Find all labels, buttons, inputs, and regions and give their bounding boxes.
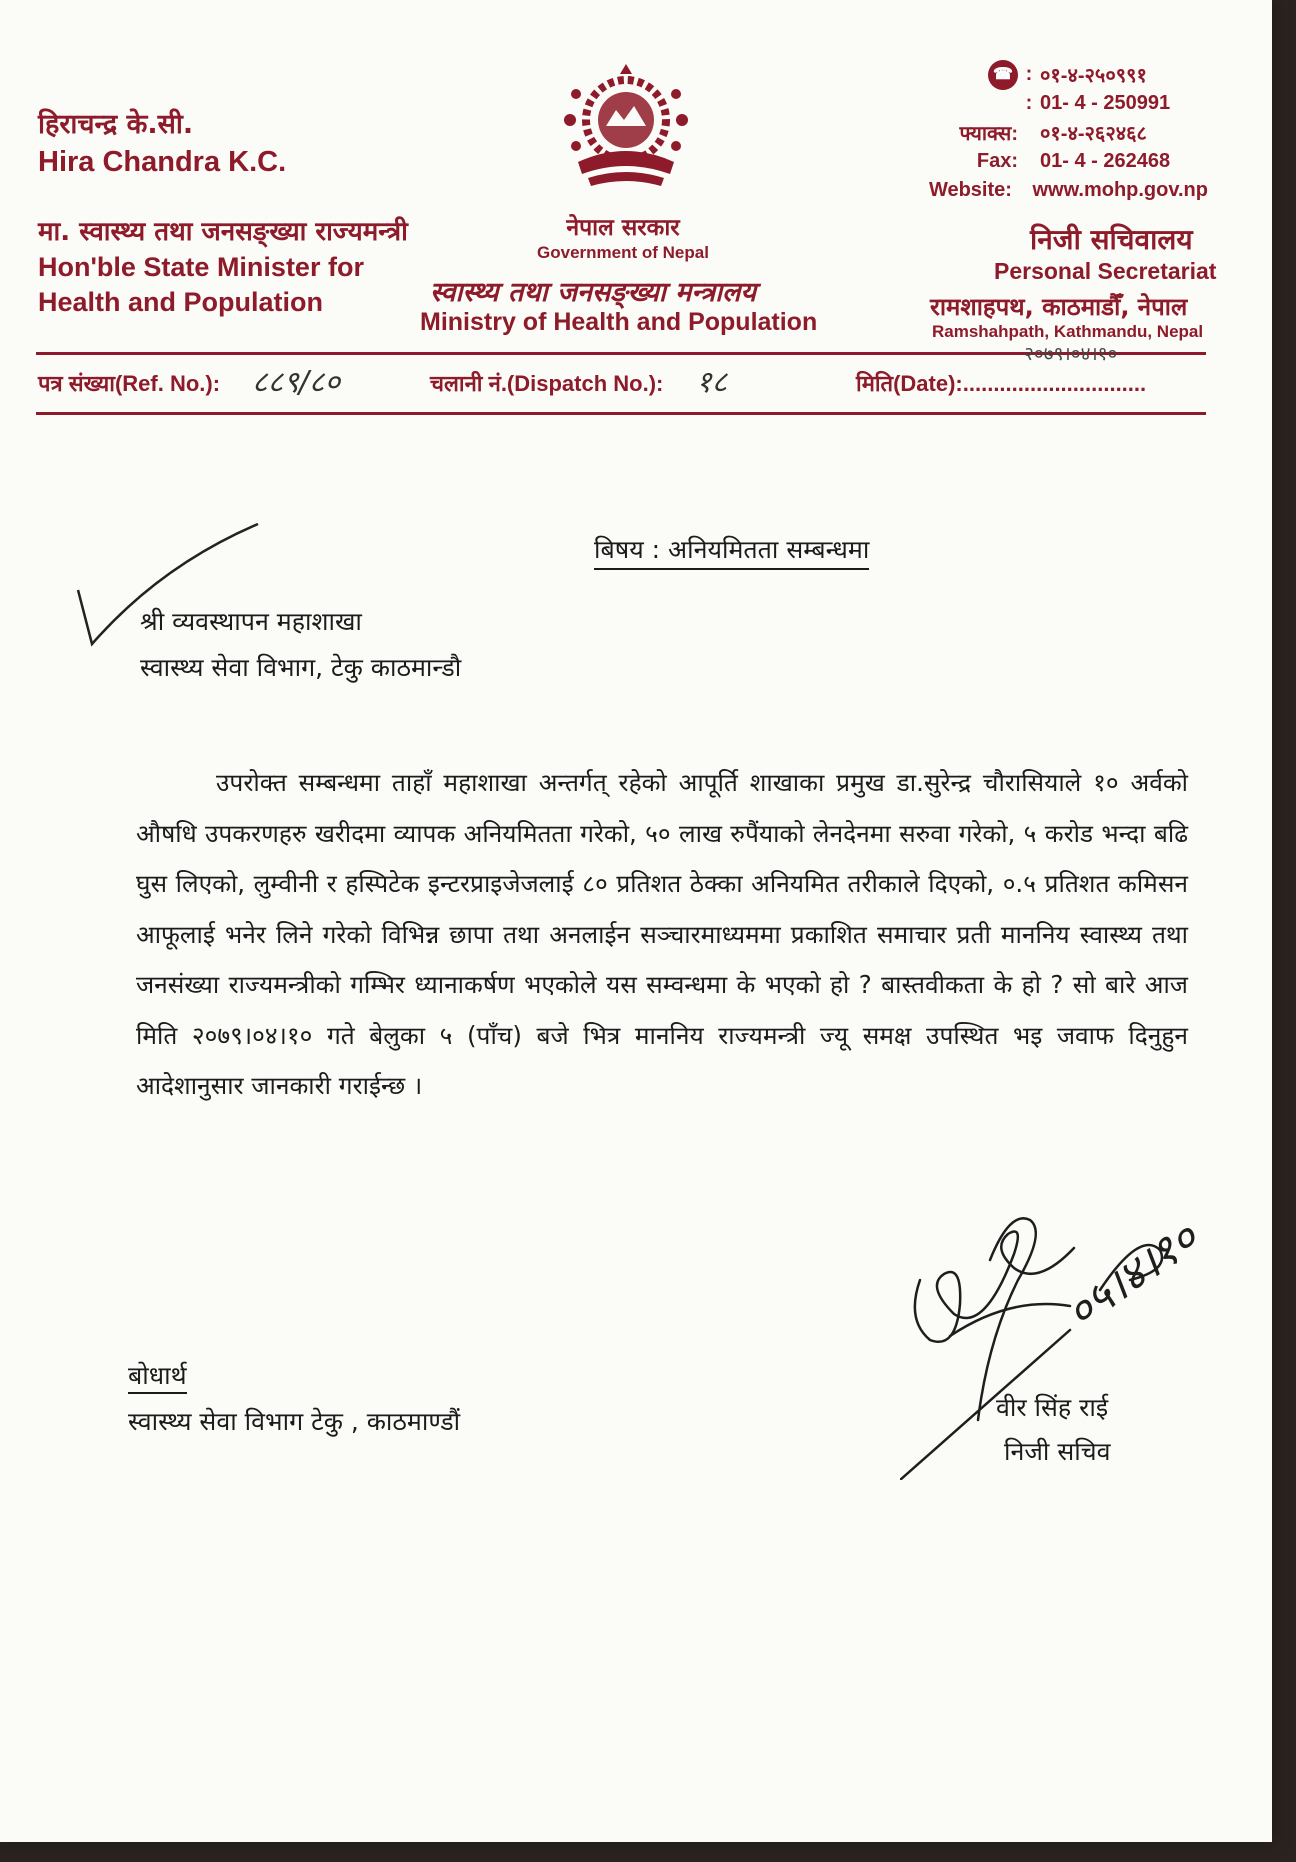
signatory-name: वीर सिंह राई [996,1393,1109,1422]
dispatch-label: चलानी नं.(Dispatch No.): [430,371,664,396]
contact-row: : 01- 4 - 250991 [928,89,1208,118]
gov-np: नेपाल सरकार [566,215,680,241]
address-np: रामशाहपथ, काठमाडौँ, नेपाल [930,293,1188,321]
recipient-line-1: श्री व्यवस्थापन महाशाखा [140,607,362,636]
signature-date: ०५।४।१० [1057,1212,1208,1340]
ministry-np: स्वास्थ्य तथा जनसङ्ख्या मन्त्रालय [430,277,757,308]
address-en: Ramshahpath, Kathmandu, Nepal [932,322,1204,341]
position-en-line1: Hon'ble State Minister for [38,252,364,282]
contact-label: फ्याक्स: [959,123,1018,145]
ref-divider [36,412,1206,415]
position-np: मा. स्वास्थ्य तथा जनसङ्ख्या राज्यमन्त्री [38,217,408,247]
subject-line: बिषय : अनियमितता सम्बन्धमा [594,532,869,570]
cc-recipient: स्वास्थ्य सेवा विभाग टेकु , काठमाण्डौं [128,1407,461,1436]
contact-value: ०१-४-२६२४६८ [1040,123,1147,145]
contact-label [928,60,1018,90]
contact-row [928,60,1208,89]
recipient-line-2: स्वास्थ्य सेवा विभाग, टेकु काठमान्डौ [140,653,462,682]
contact-block [928,60,1208,205]
contact-label: Fax: [976,150,1018,172]
dispatch-value: १८ [696,365,728,400]
contact-row [928,118,1208,147]
date-value: २०७९।०४।१० [1024,343,1118,365]
telephone-icon: ☎ [988,60,1018,90]
contact-sep: : [1025,63,1033,85]
position-en-line2: Health and Population [38,287,324,317]
contact-row [928,176,1208,205]
cc-heading: बोधार्थ [128,1358,187,1394]
website-link[interactable]: www.mohp.gov.np [1032,179,1208,201]
secretariat-np: निजी सचिवालय [1030,223,1193,256]
person-name-en: Hira Chandra K.C. [38,146,287,178]
ministry-en: Ministry of Health and Population [420,308,818,336]
contact-value: 01- 4 - 250991 [1040,92,1171,114]
secretariat-en: Personal Secretariat [994,258,1217,284]
contact-row [928,147,1208,176]
person-name-np: हिराचन्द्र के.सी. [38,109,194,140]
date-label: मिति(Date):.............................. [856,371,1147,396]
contact-label: Website: [928,179,1012,201]
gov-en: Government of Nepal [537,243,709,262]
nepal-emblem-icon [548,60,704,198]
signatory-title: निजी सचिव [1004,1437,1111,1466]
contact-value: ०१-४-२५०९९१ [1040,65,1147,87]
contact-value: 01- 4 - 262468 [1040,150,1171,172]
ref-label: पत्र संख्या(Ref. No.): [38,371,221,396]
ref-value: ८८९/८० [252,365,341,400]
letter-body: उपरोक्त सम्बन्धमा ताहाँ महाशाखा अन्तर्गत् रहेको आपूर्ति शाखाका प्रमुख डा.सुरेन्द्र चौरासियाले १० अर्वको औषधि उपकरणहरु खरीदमा व्यापक अनियमितता गरेको, ५० लाख रुपैंयाको लेनदेनमा सरुवा गरेको, ५ करोड भन्दा बढि घुस लिएको, लुम्वीनी र हस्पिटेक इन्टरप्राइजेजलाई ८० प्रतिशत ठेक्का अनियमित तरीकाले दिएको, ०.५ प्रतिशत कमिसन आफूलाई भनेर लिने गरेको विभिन्न छापा तथा अनलाईन सञ्चारमाध्यममा प्रकाशित समाचार प्रती माननिय स्वास्थ्य तथा जनसंख्या राज्यमन्त्रीको गम्भिर ध्यानाकर्षण भएकोले यस सम्वन्धमा के भएको हो ? बास्तवीकता के हो ? सो बारे आज मिति २०७९।०४।१० गते बेलुका ५ (पाँच) बजे भित्र माननिय राज्यमन्त्री ज्यू समक्ष उपस्थित भइ जवाफ दिनुहुन आदेशानुसार जानकारी गराईन्छ । [136,768,1188,1100]
